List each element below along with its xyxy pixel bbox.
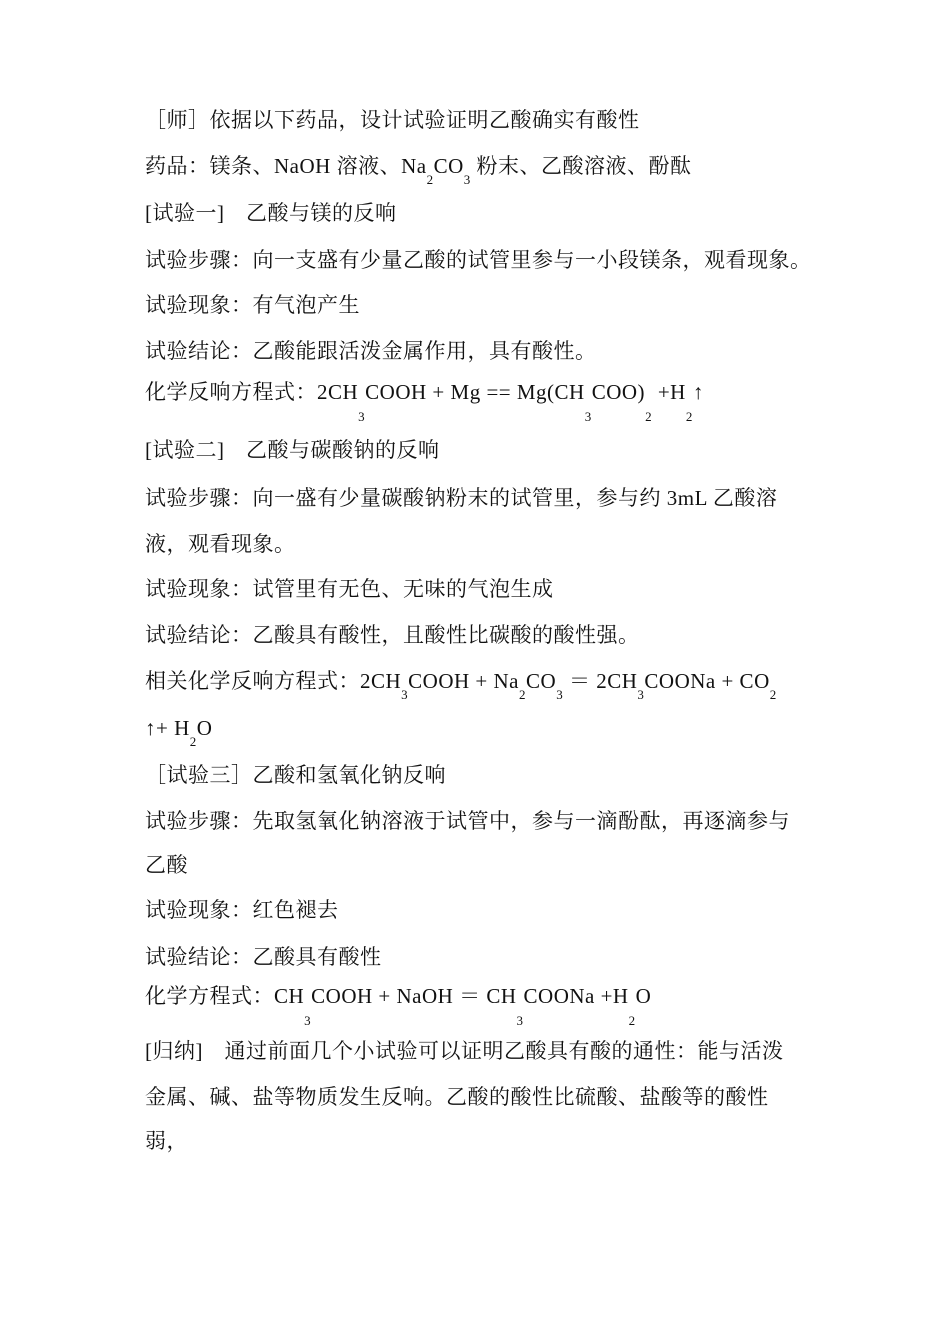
reagents-line: 药品：镁条、NaOH 溶液、$Na_2CO_3$ 粉末、乙酸溶液、酚酞 — [145, 154, 692, 187]
experiment-3-conclusion: 试验结论：乙酸具有酸性 — [145, 945, 382, 969]
experiment-2-equation: 相关化学反响方程式：$2CH_3COOH + Na_2CO_3$ ＝ $2CH_3COONa + CO_2$ — [145, 669, 777, 702]
experiment-2-steps: 试验步骤：向一盛有少量碳酸钠粉末的试管里，参与约 3mL 乙酸溶 — [145, 486, 778, 510]
summary-line-1: [归纳] 通过前面几个小试验可以证明乙酸具有酸的通性：能与活泼 — [145, 1039, 784, 1063]
experiment-3-heading: ［试验三］乙酸和氢氧化钠反响 — [145, 763, 446, 787]
experiment-3-equation: 化学方程式：$CH_3COOH$ + NaOH ＝ $CH_3COONa +H_2O$ — [145, 984, 652, 1028]
experiment-1-heading: [试验一] 乙酸与镁的反响 — [145, 201, 397, 225]
experiment-3-steps: 试验步骤：先取氢氧化钠溶液于试管中，参与一滴酚酞，再逐滴参与 — [145, 809, 790, 833]
experiment-3-steps-cont: 乙酸 — [145, 853, 188, 877]
experiment-2-heading: [试验二] 乙酸与碳酸钠的反响 — [145, 438, 440, 462]
experiment-1-steps: 试验步骤：向一支盛有少量乙酸的试管里参与一小段镁条，观看现象。 — [145, 248, 812, 272]
experiment-3-phenomenon: 试验现象：红色褪去 — [145, 898, 339, 922]
experiment-1-equation: 化学反响方程式：$2CH_3COOH + Mg == Mg(CH_3COO)_2$ $+H_2↑$ — [145, 380, 704, 424]
experiment-2-steps-cont: 液，观看现象。 — [145, 532, 296, 556]
summary-line-3: 弱， — [145, 1129, 188, 1153]
summary-line-2: 金属、碱、盐等物质发生反响。乙酸的酸性比硫酸、盐酸等的酸性 — [145, 1085, 769, 1109]
experiment-1-conclusion: 试验结论：乙酸能跟活泼金属作用，具有酸性。 — [145, 339, 597, 363]
experiment-1-phenomenon: 试验现象：有气泡产生 — [145, 293, 360, 317]
experiment-2-phenomenon: 试验现象：试管里有无色、无味的气泡生成 — [145, 577, 554, 601]
experiment-2-conclusion: 试验结论：乙酸具有酸性，且酸性比碳酸的酸性强。 — [145, 623, 640, 647]
experiment-2-equation-cont: ↑+ $H_2O$ — [145, 716, 213, 749]
teacher-intro: ［师］依据以下药品，设计试验证明乙酸确实有酸性 — [145, 108, 640, 132]
